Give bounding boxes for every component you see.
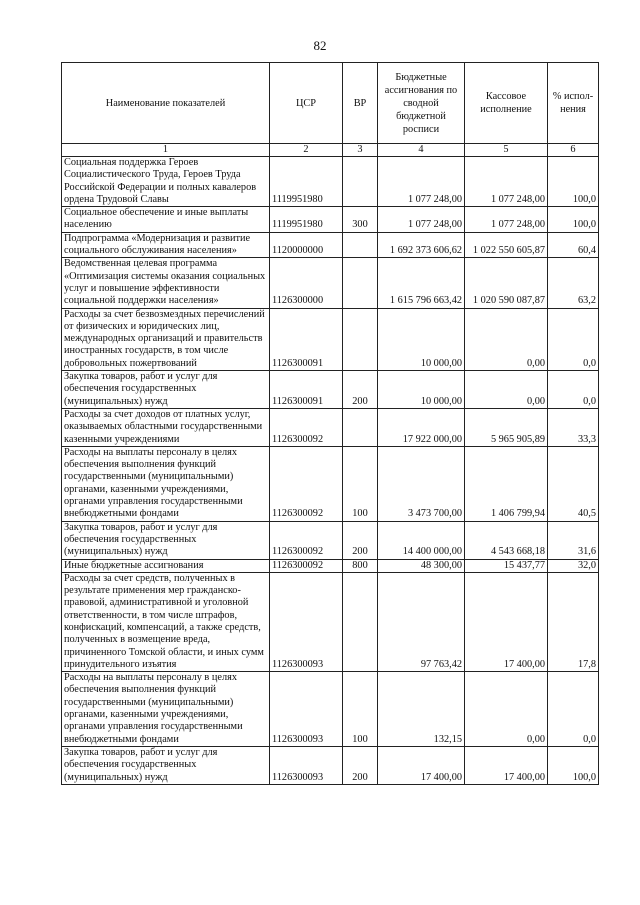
cell-vr: 200 [343, 371, 378, 409]
header-cash: Кассовое исполнение [465, 63, 548, 144]
cell-csr: 1126300092 [270, 521, 343, 559]
cell-name: Подпрограмма «Модернизация и развитие социального обслуживания населения» [62, 232, 270, 258]
cell-cash: 0,00 [465, 371, 548, 409]
cell-pct: 33,3 [548, 408, 599, 446]
cell-pct: 0,0 [548, 371, 599, 409]
cell-pct: 31,6 [548, 521, 599, 559]
page-number: 82 [313, 38, 327, 53]
header-name: Наименование показателей [62, 63, 270, 144]
budget-execution-table [61, 62, 599, 785]
cell-budget: 17 922 000,00 [378, 408, 465, 446]
cell-cash: 17 400,00 [465, 746, 548, 784]
cell-name: Социальное обеспечение и иные выплаты населению [62, 207, 270, 233]
cell-csr: 1119951980 [270, 207, 343, 233]
table-row [62, 157, 599, 207]
cell-csr: 1126300091 [270, 371, 343, 409]
cell-budget: 14 400 000,00 [378, 521, 465, 559]
cell-csr: 1126300093 [270, 672, 343, 747]
cell-vr: 100 [343, 672, 378, 747]
cell-pct: 0,0 [548, 672, 599, 747]
cell-csr: 1126300091 [270, 308, 343, 370]
cell-vr [343, 258, 378, 308]
cell-vr [343, 232, 378, 258]
cell-csr: 1126300000 [270, 258, 343, 308]
cell-cash: 0,00 [465, 672, 548, 747]
cell-vr: 800 [343, 559, 378, 572]
column-number: 6 [548, 144, 599, 157]
cell-cash: 5 965 905,89 [465, 408, 548, 446]
cell-cash: 1 022 550 605,87 [465, 232, 548, 258]
cell-vr [343, 157, 378, 207]
cell-cash: 15 437,77 [465, 559, 548, 572]
cell-cash: 1 077 248,00 [465, 207, 548, 233]
cell-cash: 1 406 799,94 [465, 446, 548, 521]
header-budget: Бюджетные ассигнования по сводной бюджетной росписи [378, 63, 465, 144]
cell-pct: 17,8 [548, 572, 599, 671]
table-row [62, 258, 599, 308]
column-number: 1 [62, 144, 270, 157]
cell-name: Расходы на выплаты персоналу в целях обеспечения выполнения функций государственными (муниципальными) органами, казенными учреждениями, органами управления государственными внебюджетными фондами [62, 672, 270, 747]
cell-cash: 1 077 248,00 [465, 157, 548, 207]
cell-vr: 100 [343, 446, 378, 521]
cell-budget: 97 763,42 [378, 572, 465, 671]
cell-budget: 1 615 796 663,42 [378, 258, 465, 308]
cell-pct: 60,4 [548, 232, 599, 258]
cell-budget: 10 000,00 [378, 308, 465, 370]
table-header-row [62, 63, 599, 144]
cell-budget: 17 400,00 [378, 746, 465, 784]
cell-budget: 3 473 700,00 [378, 446, 465, 521]
cell-cash: 17 400,00 [465, 572, 548, 671]
cell-name: Ведомственная целевая программа «Оптимизация системы оказания социальных услуг и повышение эффективности социальной поддержки населения» [62, 258, 270, 308]
table-row [62, 207, 599, 233]
cell-vr [343, 408, 378, 446]
cell-name: Закупка товаров, работ и услуг для обеспечения государственных (муниципальных) нужд [62, 521, 270, 559]
column-number-row [62, 144, 599, 157]
column-number: 3 [343, 144, 378, 157]
table-row [62, 572, 599, 671]
cell-name: Иные бюджетные ассигнования [62, 559, 270, 572]
cell-budget: 1 692 373 606,62 [378, 232, 465, 258]
cell-vr: 200 [343, 521, 378, 559]
cell-pct: 100,0 [548, 746, 599, 784]
cell-budget: 10 000,00 [378, 371, 465, 409]
cell-pct: 63,2 [548, 258, 599, 308]
cell-pct: 32,0 [548, 559, 599, 572]
column-number: 4 [378, 144, 465, 157]
cell-vr: 300 [343, 207, 378, 233]
cell-cash: 4 543 668,18 [465, 521, 548, 559]
cell-csr: 1126300092 [270, 446, 343, 521]
cell-name: Расходы за счет средств, полученных в результате применения мер гражданско-правовой, административной и уголовной ответственности, в том числе штрафов, конфискаций, компенсаций, а также средств, полученных в возмещение вреда, причиненного Томской области, и иных сумм принудительного изъятия [62, 572, 270, 671]
cell-name: Расходы за счет безвозмездных перечислений от физических и юридических лиц, международных организаций и правительств иностранных государств, в том числе добровольных пожертвований [62, 308, 270, 370]
cell-name: Закупка товаров, работ и услуг для обеспечения государственных (муниципальных) нужд [62, 746, 270, 784]
cell-cash: 0,00 [465, 308, 548, 370]
cell-csr: 1126300093 [270, 746, 343, 784]
table-row [62, 308, 599, 370]
cell-vr [343, 572, 378, 671]
header-csr: ЦСР [270, 63, 343, 144]
table-row [62, 371, 599, 409]
column-number: 2 [270, 144, 343, 157]
cell-budget: 132,15 [378, 672, 465, 747]
cell-pct: 100,0 [548, 157, 599, 207]
cell-vr [343, 308, 378, 370]
cell-cash: 1 020 590 087,87 [465, 258, 548, 308]
cell-vr: 200 [343, 746, 378, 784]
cell-csr: 1126300092 [270, 559, 343, 572]
column-number: 5 [465, 144, 548, 157]
cell-budget: 48 300,00 [378, 559, 465, 572]
table-row [62, 559, 599, 572]
table-row [62, 672, 599, 747]
table-row [62, 408, 599, 446]
table-row [62, 232, 599, 258]
table-row [62, 746, 599, 784]
cell-csr: 1119951980 [270, 157, 343, 207]
header-pct: % испол-нения [548, 63, 599, 144]
cell-name: Социальная поддержка Героев Социалистического Труда, Героев Труда Российской Федерации и полных кавалеров ордена Трудовой Славы [62, 157, 270, 207]
table-body [62, 157, 599, 785]
cell-budget: 1 077 248,00 [378, 157, 465, 207]
cell-pct: 100,0 [548, 207, 599, 233]
header-vr: ВР [343, 63, 378, 144]
table-row [62, 446, 599, 521]
cell-name: Закупка товаров, работ и услуг для обеспечения государственных (муниципальных) нужд [62, 371, 270, 409]
cell-budget: 1 077 248,00 [378, 207, 465, 233]
cell-pct: 40,5 [548, 446, 599, 521]
cell-csr: 1126300092 [270, 408, 343, 446]
cell-name: Расходы на выплаты персоналу в целях обеспечения выполнения функций государственными (муниципальными) органами, казенными учреждениями, органами управления государственными внебюджетными фондами [62, 446, 270, 521]
cell-pct: 0,0 [548, 308, 599, 370]
table-row [62, 521, 599, 559]
cell-csr: 1120000000 [270, 232, 343, 258]
cell-csr: 1126300093 [270, 572, 343, 671]
cell-name: Расходы за счет доходов от платных услуг, оказываемых областными государственными казенными учреждениями [62, 408, 270, 446]
